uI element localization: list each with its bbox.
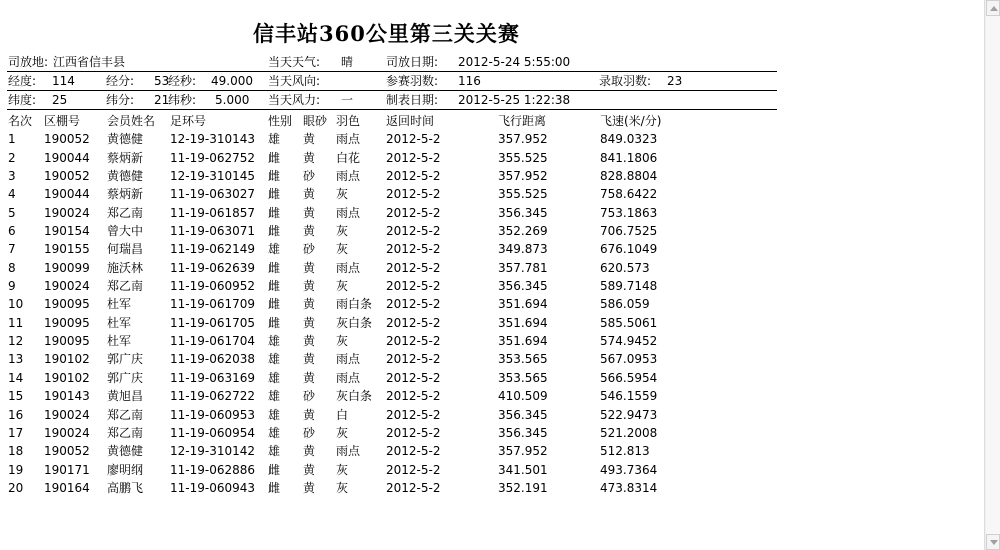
header-divider-1 bbox=[7, 71, 777, 72]
triangle-down-icon bbox=[990, 540, 998, 545]
cell-feather-color: 雨点 bbox=[336, 169, 361, 184]
cell-return-time: 2012-5-2 bbox=[386, 187, 441, 202]
cell-member-name: 曾大中 bbox=[107, 224, 144, 239]
cell-feather-color: 灰 bbox=[336, 224, 349, 239]
report-title: 信丰站360公里第三关关赛 bbox=[253, 21, 520, 46]
cell-member-name: 高鹏飞 bbox=[107, 480, 144, 495]
cell-speed: 574.9452 bbox=[600, 334, 658, 349]
cell-return-time: 2012-5-2 bbox=[386, 334, 441, 349]
cell-rank: 14 bbox=[8, 370, 24, 385]
cell-feather-color: 雨点 bbox=[336, 444, 361, 459]
cell-loft-number: 190052 bbox=[44, 169, 90, 184]
cell-flight-distance: 356.345 bbox=[498, 425, 548, 440]
cell-flight-distance: 351.694 bbox=[498, 334, 548, 349]
cell-flight-distance: 356.345 bbox=[498, 279, 548, 294]
cell-speed: 828.8804 bbox=[600, 169, 658, 184]
wind-direction-label: 当天风向: bbox=[268, 74, 321, 88]
longitude-min-value: 53 bbox=[154, 74, 170, 88]
cell-flight-distance: 349.873 bbox=[498, 242, 548, 257]
entries-label: 参赛羽数: bbox=[386, 74, 439, 88]
cell-flight-distance: 357.952 bbox=[498, 444, 548, 459]
table-header-row bbox=[0, 112, 780, 130]
header-member-name: 会员姓名 bbox=[107, 114, 156, 128]
cell-speed: 586.059 bbox=[600, 297, 650, 312]
cell-eye-sign: 黄 bbox=[303, 444, 316, 459]
cell-feather-color: 白花 bbox=[336, 150, 361, 165]
cell-speed: 546.1559 bbox=[600, 389, 658, 404]
cell-flight-distance: 355.525 bbox=[498, 150, 548, 165]
cell-loft-number: 190024 bbox=[44, 279, 90, 294]
cell-sex: 雄 bbox=[268, 370, 281, 385]
cell-sex: 雌 bbox=[268, 279, 281, 294]
table-row bbox=[0, 442, 780, 460]
cell-loft-number: 190154 bbox=[44, 224, 90, 239]
cell-speed: 753.1863 bbox=[600, 205, 658, 220]
cell-ring-number: 11-19-063071 bbox=[170, 224, 256, 239]
cell-flight-distance: 353.565 bbox=[498, 370, 548, 385]
cell-loft-number: 190143 bbox=[44, 389, 90, 404]
table-row bbox=[0, 277, 780, 295]
cell-speed: 567.0953 bbox=[600, 352, 658, 367]
cell-eye-sign: 黄 bbox=[303, 334, 316, 349]
cell-speed: 589.7148 bbox=[600, 279, 658, 294]
cell-flight-distance: 357.952 bbox=[498, 132, 548, 147]
table-row bbox=[0, 406, 780, 424]
cell-sex: 雌 bbox=[268, 480, 281, 495]
triangle-up-icon bbox=[990, 6, 998, 11]
cell-member-name: 郑乙南 bbox=[107, 205, 144, 220]
cell-member-name: 郑乙南 bbox=[107, 407, 144, 422]
cell-loft-number: 190024 bbox=[44, 425, 90, 440]
cell-eye-sign: 黄 bbox=[303, 370, 316, 385]
cell-eye-sign: 黄 bbox=[303, 260, 316, 275]
cell-eye-sign: 砂 bbox=[303, 425, 316, 440]
cell-speed: 522.9473 bbox=[600, 407, 658, 422]
cell-return-time: 2012-5-2 bbox=[386, 370, 441, 385]
cell-speed: 676.1049 bbox=[600, 242, 658, 257]
header-loft-number: 区棚号 bbox=[44, 114, 81, 128]
cell-feather-color: 雨点 bbox=[336, 260, 361, 275]
table-row bbox=[0, 167, 780, 185]
cell-eye-sign: 黄 bbox=[303, 407, 316, 422]
cell-eye-sign: 黄 bbox=[303, 132, 316, 147]
header-eye-sign: 眼砂 bbox=[303, 114, 328, 128]
cell-sex: 雌 bbox=[268, 169, 281, 184]
cell-ring-number: 11-19-060952 bbox=[170, 279, 256, 294]
cell-member-name: 郭广庆 bbox=[107, 370, 144, 385]
cell-ring-number: 12-19-310142 bbox=[170, 444, 256, 459]
cell-feather-color: 雨点 bbox=[336, 205, 361, 220]
cell-feather-color: 灰 bbox=[336, 187, 349, 202]
cell-rank: 20 bbox=[8, 480, 24, 495]
cell-loft-number: 190095 bbox=[44, 334, 90, 349]
cell-flight-distance: 352.191 bbox=[498, 480, 548, 495]
cell-return-time: 2012-5-2 bbox=[386, 279, 441, 294]
cell-return-time: 2012-5-2 bbox=[386, 205, 441, 220]
cell-rank: 6 bbox=[8, 224, 16, 239]
wind-force-label: 当天风力: bbox=[268, 93, 321, 107]
cell-eye-sign: 砂 bbox=[303, 389, 316, 404]
header-sex: 性别 bbox=[268, 114, 293, 128]
cell-sex: 雌 bbox=[268, 205, 281, 220]
cell-loft-number: 190171 bbox=[44, 462, 90, 477]
cell-speed: 585.5061 bbox=[600, 315, 658, 330]
cell-flight-distance: 357.952 bbox=[498, 169, 548, 184]
cell-member-name: 郑乙南 bbox=[107, 425, 144, 440]
header-speed: 飞速(米/分) bbox=[600, 114, 662, 128]
cell-ring-number: 11-19-062639 bbox=[170, 260, 256, 275]
cell-return-time: 2012-5-2 bbox=[386, 444, 441, 459]
wind-force-value: 一 bbox=[341, 93, 354, 107]
cell-loft-number: 190095 bbox=[44, 315, 90, 330]
cell-feather-color: 灰 bbox=[336, 334, 349, 349]
cell-flight-distance: 356.345 bbox=[498, 205, 548, 220]
latitude-min-label: 纬分: bbox=[106, 93, 135, 107]
cell-ring-number: 11-19-060953 bbox=[170, 407, 256, 422]
cell-loft-number: 190052 bbox=[44, 132, 90, 147]
cell-rank: 11 bbox=[8, 315, 24, 330]
cell-sex: 雄 bbox=[268, 425, 281, 440]
header-flight-distance: 飞行距离 bbox=[498, 114, 547, 128]
latitude-value: 25 bbox=[52, 93, 68, 107]
cell-loft-number: 190024 bbox=[44, 205, 90, 220]
cell-ring-number: 11-19-060954 bbox=[170, 425, 256, 440]
cell-member-name: 杜军 bbox=[107, 297, 132, 312]
cell-sex: 雄 bbox=[268, 352, 281, 367]
cell-return-time: 2012-5-2 bbox=[386, 297, 441, 312]
cell-eye-sign: 黄 bbox=[303, 187, 316, 202]
table-date-label: 制表日期: bbox=[386, 93, 439, 107]
cell-flight-distance: 351.694 bbox=[498, 297, 548, 312]
cell-sex: 雌 bbox=[268, 187, 281, 202]
latitude-min-value: 21 bbox=[154, 93, 170, 107]
table-row bbox=[0, 130, 780, 148]
table-row bbox=[0, 204, 780, 222]
cell-sex: 雌 bbox=[268, 224, 281, 239]
longitude-sec-label: 经秒: bbox=[168, 74, 197, 88]
cell-feather-color: 雨点 bbox=[336, 352, 361, 367]
scrollbar-track[interactable] bbox=[986, 16, 1000, 534]
cell-member-name: 杜军 bbox=[107, 334, 132, 349]
cell-ring-number: 11-19-062149 bbox=[170, 242, 256, 257]
cell-loft-number: 190164 bbox=[44, 480, 90, 495]
cell-rank: 15 bbox=[8, 389, 24, 404]
latitude-label: 纬度: bbox=[8, 93, 37, 107]
cell-sex: 雄 bbox=[268, 389, 281, 404]
cell-ring-number: 11-19-062886 bbox=[170, 462, 256, 477]
cell-feather-color: 灰 bbox=[336, 242, 349, 257]
cell-feather-color: 灰 bbox=[336, 480, 349, 495]
table-date-value: 2012-5-25 1:22:38 bbox=[458, 93, 571, 107]
table-row bbox=[0, 332, 780, 350]
cell-loft-number: 190052 bbox=[44, 444, 90, 459]
cell-ring-number: 12-19-310143 bbox=[170, 132, 256, 147]
accepted-label: 录取羽数: bbox=[599, 74, 652, 88]
cell-loft-number: 190102 bbox=[44, 370, 90, 385]
cell-ring-number: 11-19-061709 bbox=[170, 297, 256, 312]
cell-ring-number: 11-19-061704 bbox=[170, 334, 256, 349]
cell-flight-distance: 410.509 bbox=[498, 389, 548, 404]
cell-flight-distance: 341.501 bbox=[498, 462, 548, 477]
table-row bbox=[0, 479, 780, 497]
cell-eye-sign: 黄 bbox=[303, 462, 316, 477]
cell-member-name: 黄德健 bbox=[107, 444, 144, 459]
cell-speed: 841.1806 bbox=[600, 150, 658, 165]
cell-eye-sign: 黄 bbox=[303, 315, 316, 330]
header-feather-color: 羽色 bbox=[336, 114, 361, 128]
table-row bbox=[0, 185, 780, 203]
cell-speed: 512.813 bbox=[600, 444, 650, 459]
cell-member-name: 蔡炳新 bbox=[107, 150, 144, 165]
cell-rank: 9 bbox=[8, 279, 16, 294]
cell-sex: 雄 bbox=[268, 407, 281, 422]
weather-label: 当天天气: bbox=[268, 55, 321, 69]
cell-flight-distance: 356.345 bbox=[498, 407, 548, 422]
scroll-down-button[interactable] bbox=[986, 534, 1000, 550]
results-table bbox=[0, 112, 780, 497]
cell-return-time: 2012-5-2 bbox=[386, 315, 441, 330]
table-row bbox=[0, 222, 780, 240]
cell-member-name: 郭广庆 bbox=[107, 352, 144, 367]
cell-sex: 雄 bbox=[268, 444, 281, 459]
cell-return-time: 2012-5-2 bbox=[386, 242, 441, 257]
cell-rank: 1 bbox=[8, 132, 16, 147]
longitude-value: 114 bbox=[52, 74, 75, 88]
cell-speed: 473.8314 bbox=[600, 480, 658, 495]
cell-loft-number: 190095 bbox=[44, 297, 90, 312]
scroll-up-button[interactable] bbox=[986, 0, 1000, 16]
cell-rank: 19 bbox=[8, 462, 24, 477]
cell-ring-number: 12-19-310145 bbox=[170, 169, 256, 184]
cell-rank: 4 bbox=[8, 187, 16, 202]
cell-rank: 8 bbox=[8, 260, 16, 275]
cell-loft-number: 190155 bbox=[44, 242, 90, 257]
cell-rank: 7 bbox=[8, 242, 16, 257]
cell-eye-sign: 砂 bbox=[303, 169, 316, 184]
table-row bbox=[0, 350, 780, 368]
longitude-label: 经度: bbox=[8, 74, 37, 88]
release-place-label: 司放地: bbox=[8, 55, 49, 69]
cell-rank: 17 bbox=[8, 425, 24, 440]
cell-sex: 雌 bbox=[268, 150, 281, 165]
cell-eye-sign: 黄 bbox=[303, 352, 316, 367]
cell-rank: 2 bbox=[8, 150, 16, 165]
cell-return-time: 2012-5-2 bbox=[386, 169, 441, 184]
cell-return-time: 2012-5-2 bbox=[386, 352, 441, 367]
table-row bbox=[0, 240, 780, 258]
header-divider-2 bbox=[7, 90, 777, 91]
cell-member-name: 廖明纲 bbox=[107, 462, 144, 477]
cell-feather-color: 灰 bbox=[336, 462, 349, 477]
cell-return-time: 2012-5-2 bbox=[386, 425, 441, 440]
header-ring-number: 足环号 bbox=[170, 114, 207, 128]
cell-speed: 566.5954 bbox=[600, 370, 658, 385]
cell-ring-number: 11-19-063027 bbox=[170, 187, 256, 202]
release-date-value: 2012-5-24 5:55:00 bbox=[458, 55, 571, 69]
cell-sex: 雌 bbox=[268, 260, 281, 275]
cell-sex: 雌 bbox=[268, 315, 281, 330]
cell-return-time: 2012-5-2 bbox=[386, 132, 441, 147]
cell-return-time: 2012-5-2 bbox=[386, 224, 441, 239]
table-row bbox=[0, 295, 780, 313]
cell-member-name: 何瑞昌 bbox=[107, 242, 144, 257]
table-row bbox=[0, 149, 780, 167]
header-rank: 名次 bbox=[8, 114, 33, 128]
table-row bbox=[0, 424, 780, 442]
cell-ring-number: 11-19-062752 bbox=[170, 150, 256, 165]
cell-flight-distance: 355.525 bbox=[498, 187, 548, 202]
cell-feather-color: 雨白条 bbox=[336, 297, 373, 312]
vertical-scrollbar[interactable] bbox=[984, 0, 1000, 550]
cell-return-time: 2012-5-2 bbox=[386, 150, 441, 165]
table-body bbox=[0, 130, 780, 497]
table-row bbox=[0, 259, 780, 277]
cell-speed: 493.7364 bbox=[600, 462, 658, 477]
cell-eye-sign: 黄 bbox=[303, 279, 316, 294]
cell-sex: 雄 bbox=[268, 242, 281, 257]
cell-rank: 13 bbox=[8, 352, 24, 367]
cell-eye-sign: 黄 bbox=[303, 297, 316, 312]
longitude-min-label: 经分: bbox=[106, 74, 135, 88]
cell-speed: 758.6422 bbox=[600, 187, 658, 202]
accepted-value: 23 bbox=[667, 74, 683, 88]
cell-flight-distance: 353.565 bbox=[498, 352, 548, 367]
cell-member-name: 施沃林 bbox=[107, 260, 144, 275]
cell-speed: 849.0323 bbox=[600, 132, 658, 147]
cell-flight-distance: 351.694 bbox=[498, 315, 548, 330]
cell-rank: 12 bbox=[8, 334, 24, 349]
release-place-value: 江西省信丰县 bbox=[53, 55, 126, 69]
cell-loft-number: 190044 bbox=[44, 187, 90, 202]
cell-member-name: 黄德健 bbox=[107, 169, 144, 184]
cell-ring-number: 11-19-061705 bbox=[170, 315, 256, 330]
cell-eye-sign: 黄 bbox=[303, 150, 316, 165]
cell-rank: 5 bbox=[8, 205, 16, 220]
cell-flight-distance: 352.269 bbox=[498, 224, 548, 239]
table-row bbox=[0, 369, 780, 387]
cell-eye-sign: 黄 bbox=[303, 205, 316, 220]
cell-member-name: 黄旭昌 bbox=[107, 389, 144, 404]
latitude-sec-label: 纬秒: bbox=[168, 93, 197, 107]
cell-sex: 雄 bbox=[268, 132, 281, 147]
cell-rank: 3 bbox=[8, 169, 16, 184]
cell-loft-number: 190099 bbox=[44, 260, 90, 275]
cell-speed: 521.2008 bbox=[600, 425, 658, 440]
cell-rank: 18 bbox=[8, 444, 24, 459]
cell-sex: 雌 bbox=[268, 462, 281, 477]
table-row bbox=[0, 461, 780, 479]
cell-return-time: 2012-5-2 bbox=[386, 480, 441, 495]
cell-member-name: 杜军 bbox=[107, 315, 132, 330]
header-divider-3 bbox=[7, 109, 777, 110]
cell-return-time: 2012-5-2 bbox=[386, 260, 441, 275]
header-return-time: 返回时间 bbox=[386, 114, 435, 128]
cell-sex: 雄 bbox=[268, 334, 281, 349]
cell-sex: 雌 bbox=[268, 297, 281, 312]
cell-speed: 620.573 bbox=[600, 260, 650, 275]
cell-flight-distance: 357.781 bbox=[498, 260, 548, 275]
cell-feather-color: 白 bbox=[336, 407, 349, 422]
cell-ring-number: 11-19-062038 bbox=[170, 352, 256, 367]
cell-ring-number: 11-19-060943 bbox=[170, 480, 256, 495]
table-row bbox=[0, 314, 780, 332]
cell-feather-color: 灰白条 bbox=[336, 315, 373, 330]
cell-member-name: 郑乙南 bbox=[107, 279, 144, 294]
cell-feather-color: 灰白条 bbox=[336, 389, 373, 404]
cell-member-name: 蔡炳新 bbox=[107, 187, 144, 202]
cell-member-name: 黄德健 bbox=[107, 132, 144, 147]
cell-loft-number: 190102 bbox=[44, 352, 90, 367]
cell-ring-number: 11-19-062722 bbox=[170, 389, 256, 404]
cell-speed: 706.7525 bbox=[600, 224, 658, 239]
cell-ring-number: 11-19-063169 bbox=[170, 370, 256, 385]
cell-eye-sign: 黄 bbox=[303, 224, 316, 239]
table-row bbox=[0, 387, 780, 405]
entries-value: 116 bbox=[458, 74, 481, 88]
cell-return-time: 2012-5-2 bbox=[386, 462, 441, 477]
release-date-label: 司放日期: bbox=[386, 55, 439, 69]
cell-loft-number: 190044 bbox=[44, 150, 90, 165]
weather-value: 晴 bbox=[341, 55, 354, 69]
cell-eye-sign: 黄 bbox=[303, 480, 316, 495]
cell-rank: 16 bbox=[8, 407, 24, 422]
cell-return-time: 2012-5-2 bbox=[386, 407, 441, 422]
cell-ring-number: 11-19-061857 bbox=[170, 205, 256, 220]
cell-feather-color: 灰 bbox=[336, 279, 349, 294]
cell-rank: 10 bbox=[8, 297, 24, 312]
longitude-sec-value: 49.000 bbox=[211, 74, 253, 88]
cell-feather-color: 灰 bbox=[336, 425, 349, 440]
cell-eye-sign: 砂 bbox=[303, 242, 316, 257]
cell-feather-color: 雨点 bbox=[336, 132, 361, 147]
cell-return-time: 2012-5-2 bbox=[386, 389, 441, 404]
cell-loft-number: 190024 bbox=[44, 407, 90, 422]
latitude-sec-value: 5.000 bbox=[215, 93, 250, 107]
cell-feather-color: 雨点 bbox=[336, 370, 361, 385]
